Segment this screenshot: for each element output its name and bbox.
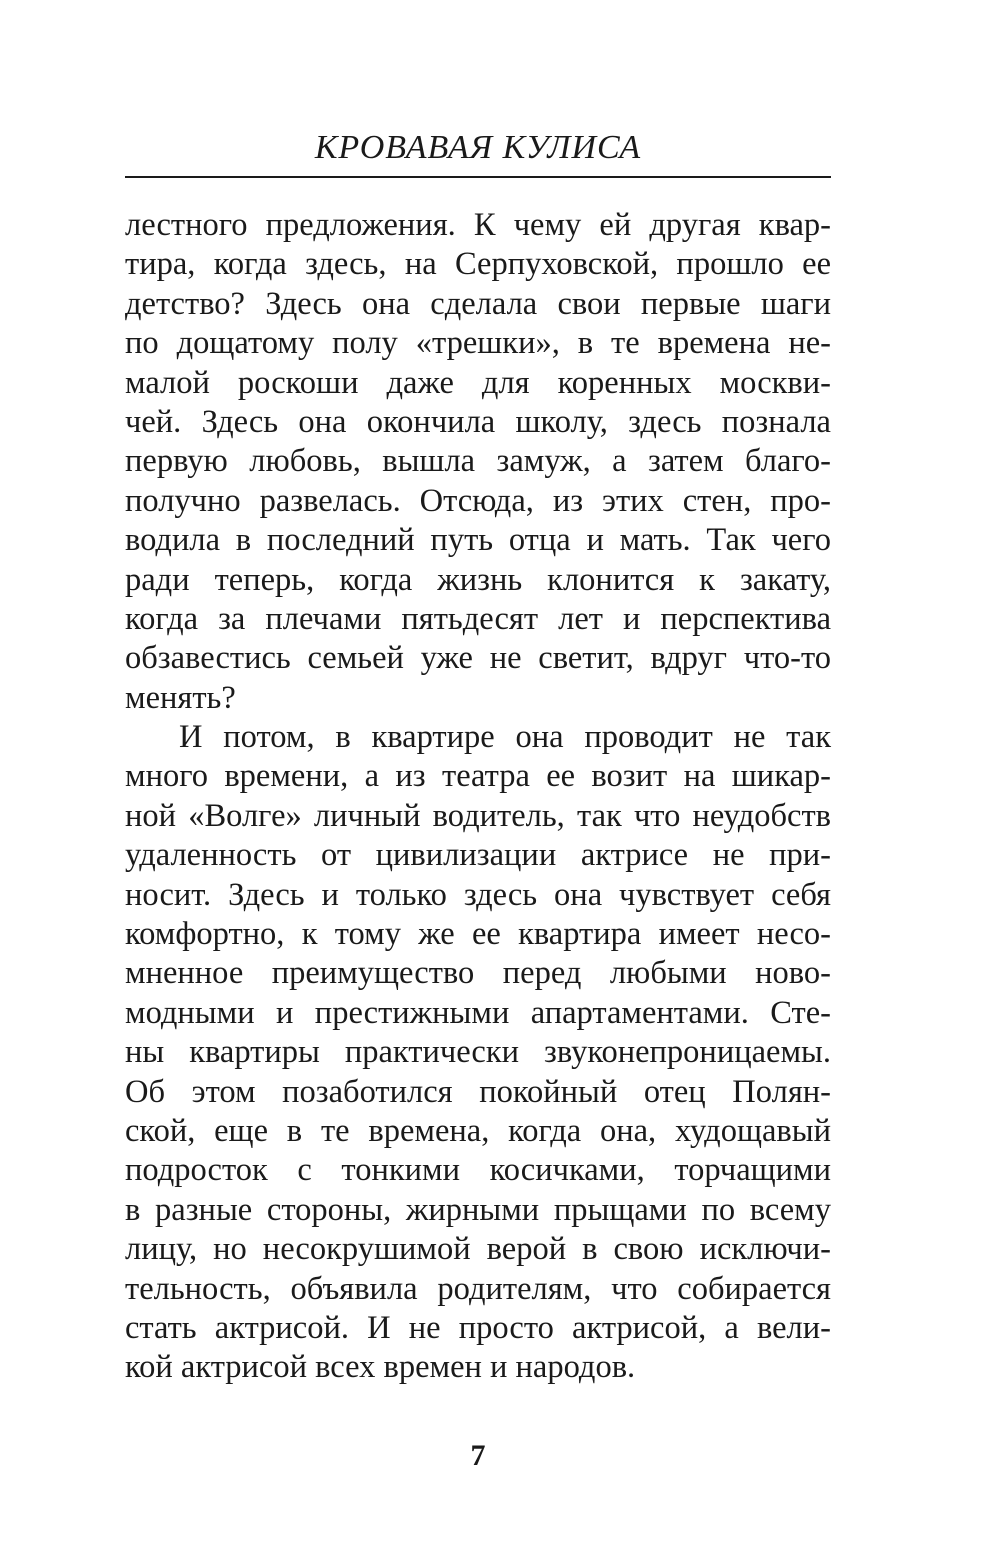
text-line: И потом, в квартире она проводит не так: [179, 719, 831, 756]
text-line: получно развелась. Отсюда, из этих стен, про-: [125, 482, 831, 519]
text-line: менять?: [125, 679, 236, 716]
text-line: первую любовь, вышла замуж, а затем благо-: [125, 443, 831, 480]
text-line: ской, еще в те времена, когда она, худощавый: [125, 1112, 831, 1149]
text-line: чей. Здесь она окончила школу, здесь познала: [125, 403, 831, 440]
text-line: ной «Волге» личный водитель, так что неудобств: [125, 797, 831, 834]
text-line: комфортно, к тому же ее квартира имеет несо-: [125, 916, 831, 953]
text-line: по дощатому полу «трешки», в те времена не-: [125, 325, 831, 362]
text-line: обзавестись семьей уже не светит, вдруг что-то: [125, 640, 831, 677]
header-rule: [125, 176, 831, 178]
text-line: лестного предложения. К чему ей другая квар-: [125, 207, 831, 243]
text-line: ради теперь, когда жизнь клонится к закату,: [125, 561, 831, 598]
text-line: подросток с тонкими косичками, торчащими: [125, 1152, 831, 1189]
text-line: ны квартиры практически звуконепроницаемы.: [125, 1034, 831, 1071]
running-title: КРОВАВАЯ КУЛИСА: [314, 129, 642, 166]
page-body: [125, 206, 831, 1388]
page-number: 7: [470, 1439, 486, 1472]
paragraph: [125, 206, 831, 718]
text-line: мненное преимущество перед любыми ново-: [125, 955, 831, 992]
text-line: тира, когда здесь, на Серпуховской, прошло ее: [125, 246, 831, 283]
text-line: удаленность от цивилизации актрисе не при-: [125, 837, 831, 874]
text-line: водила в последний путь отца и мать. Так чего: [125, 522, 831, 559]
text-line: модными и престижными апартаментами. Сте-: [125, 994, 831, 1031]
text-line: носит. Здесь и только здесь она чувствует себя: [125, 876, 831, 913]
text-line: тельность, объявила родителям, что собирается: [125, 1270, 831, 1307]
text-line: детство? Здесь она сделала свои первые шаги: [125, 285, 831, 322]
text-line: когда за плечами пятьдесят лет и перспектива: [125, 600, 831, 637]
paragraph: [125, 718, 831, 1388]
text-line: Об этом позаботился покойный отец Полян-: [125, 1073, 831, 1110]
text-line: кой актрисой всех времен и народов.: [125, 1349, 636, 1386]
text-line: много времени, а из театра ее возит на шикар-: [125, 758, 831, 795]
text-line: лицу, но несокрушимой верой в свою исключи-: [125, 1231, 831, 1268]
text-line: малой роскоши даже для коренных москви-: [125, 364, 831, 401]
text-line: в разные стороны, жирными прыщами по всему: [125, 1191, 831, 1228]
text-line: стать актрисой. И не просто актрисой, а вели-: [125, 1309, 831, 1346]
